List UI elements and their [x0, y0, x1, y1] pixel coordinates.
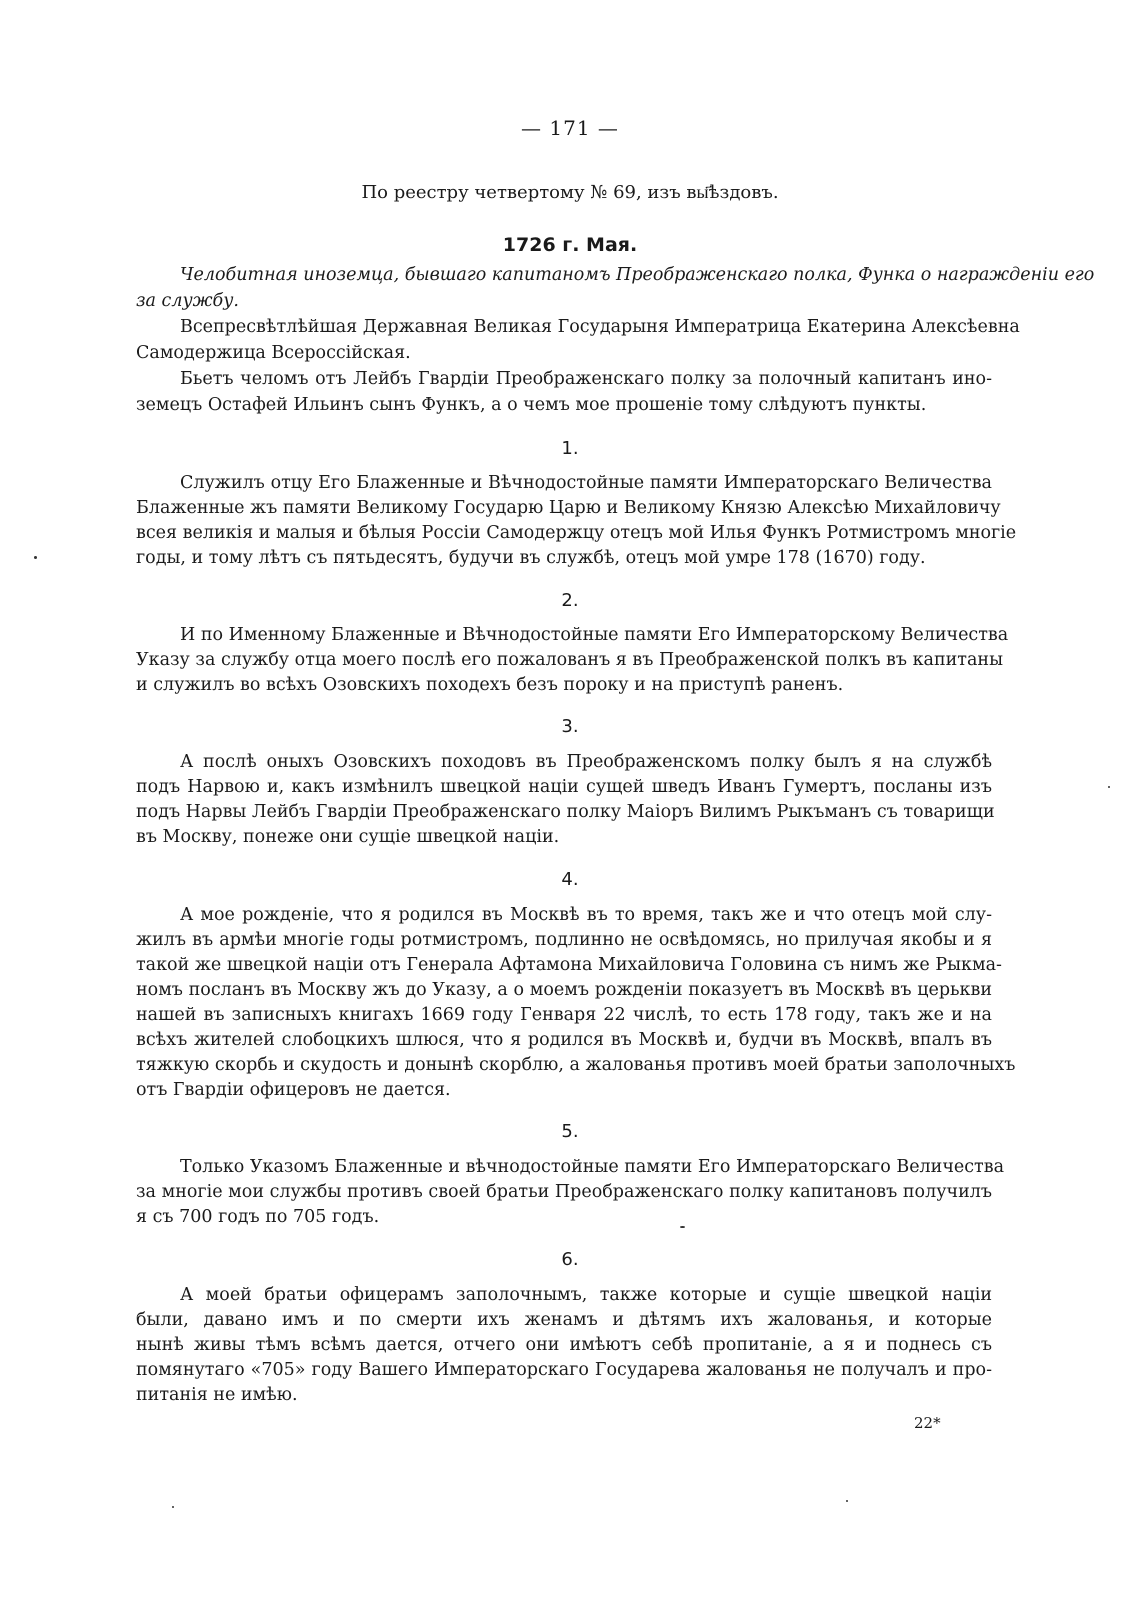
point-line: подъ Нарвою и, какъ измѣнилъ швецкой націи сущей шведъ Иванъ Гумертъ, посланы изъ [136, 777, 992, 797]
registry-line: По реестру четвертому № 69, изъ вы҃ѣздовъ. [361, 182, 779, 203]
point-line: такой же швецкой націи отъ Генерала Афтамона Михайловича Головина съ нимъ же Рыкма- [136, 955, 1002, 975]
print-speck [172, 1506, 174, 1508]
point-line: жилъ въ армѣи многіе годы ротмистромъ, подлинно не освѣдомясь, но прилучая якобы и я [136, 930, 992, 950]
point-line: помянутаго «705» году Вашего Императорскаго Государева жалованья не получалъ и про- [136, 1360, 992, 1380]
intro-line-1: Бьетъ челомъ отъ Лейбъ Гвардіи Преображенскаго полку за полочный капитанъ ино- [180, 369, 992, 389]
point-line: отъ Гвардіи офицеровъ не дается. [136, 1080, 451, 1100]
point-line: годы, и тому лѣтъ съ пятьдесятъ, будучи въ службѣ, отецъ мой умре 178 (1670) году. [136, 548, 926, 568]
point-number: 3. [561, 716, 579, 737]
point-line: Блаженные жъ памяти Великому Государю Царю и Великому Князю Алексѣю Михайловичу [136, 498, 1001, 518]
intro-line-2: земецъ Остафей Ильинъ сынъ Функъ, а о чемъ мое прошеніе тому слѣдуютъ пункты. [136, 395, 927, 415]
address-line-2: Самодержица Всероссійская. [136, 343, 411, 363]
point-number: 6. [561, 1249, 579, 1270]
point-number: 4. [561, 869, 579, 890]
point-line: А моей братьи офицерамъ заполочнымъ, также которые и сущіе швецкой націи [180, 1285, 992, 1305]
print-speck [34, 556, 37, 559]
point-number: 1. [561, 438, 579, 459]
point-line: номъ посланъ въ Москву жъ до Указу, а о моемъ рожденіи показуетъ въ Москвѣ въ церькви [136, 980, 992, 1000]
point-line: тяжкую скорбь и скудость и донынѣ скорблю, а жалованья противъ моей братьи заполочныхъ [136, 1055, 1016, 1075]
point-line: нашей въ записныхъ книгахъ 1669 году Генваря 22 числѣ, то есть 178 году, такъ же и на [136, 1005, 992, 1025]
point-line: А послѣ оныхъ Озовскихъ походовъ въ Преображенскомъ полку былъ я на службѣ [180, 752, 992, 772]
point-line: И по Именному Блаженные и Вѣчнодостойные памяти Его Императорскому Величества [180, 625, 1009, 645]
point-number: 5. [561, 1121, 579, 1142]
subject-line-1: Челобитная иноземца, бывшаго капитаномъ Преображенскаго полка, Функа о награжденіи его [180, 265, 1095, 285]
point-line: подъ Нарвы Лейбъ Гвардіи Преображенскаго полку Маіоръ Вилимъ Рыкъманъ съ товарищи [136, 802, 995, 822]
point-line: питанія не имѣю. [136, 1385, 298, 1405]
page-number: — 171 — [521, 116, 619, 140]
point-line: Только Указомъ Блаженные и вѣчнодостойные памяти Его Императорскаго Величества [180, 1157, 1005, 1177]
signature-mark: 22* [914, 1414, 941, 1432]
point-line: Указу за службу отца моего послѣ его пожалованъ я въ Преображенской полкъ въ капитаны [136, 650, 1004, 670]
point-line: всѣхъ жителей слобоцкихъ шлюся, что я родился въ Москвѣ и, будчи въ Москвѣ, впалъ въ [136, 1030, 992, 1050]
point-line: я съ 700 годъ по 705 годъ. [136, 1207, 380, 1227]
print-speck [846, 1500, 848, 1502]
subject-line-2: за службу. [136, 291, 239, 311]
address-line-1: Всепресвѣтлѣйшая Державная Великая Государыня Императрица Екатерина Алексѣевна [180, 317, 1020, 337]
point-line: всея великія и малыя и бѣлыя Россіи Самодержцу отецъ мой Илья Функъ Ротмистромъ многіе [136, 523, 1017, 543]
point-line: были, давано имъ и по смерти ихъ женамъ и дѣтямъ ихъ жалованья, и которые [136, 1310, 992, 1330]
point-line: въ Москву, понеже они сущіе швецкой націи. [136, 827, 560, 847]
point-line: Служилъ отцу Его Блаженные и Вѣчнодостойные памяти Императорскаго Величества [180, 473, 992, 493]
point-number: 2. [561, 590, 579, 611]
date-heading: 1726 г. Мая. [502, 234, 638, 256]
point-line: и служилъ во всѣхъ Озовскихъ походехъ безъ пороку и на приступѣ раненъ. [136, 675, 844, 695]
print-speck [1108, 786, 1110, 788]
point-line: нынѣ живы тѣмъ всѣмъ дается, отчего они имѣютъ себѣ пропитаніе, а я и поднесь съ [136, 1335, 992, 1355]
point-line: за многіе мои службы противъ своей братьи Преображенскаго полку капитановъ получилъ [136, 1182, 992, 1202]
point-line: А мое рожденіе, что я родился въ Москвѣ въ то время, такъ же и что отецъ мой слу- [180, 905, 992, 925]
print-speck [680, 1226, 685, 1228]
